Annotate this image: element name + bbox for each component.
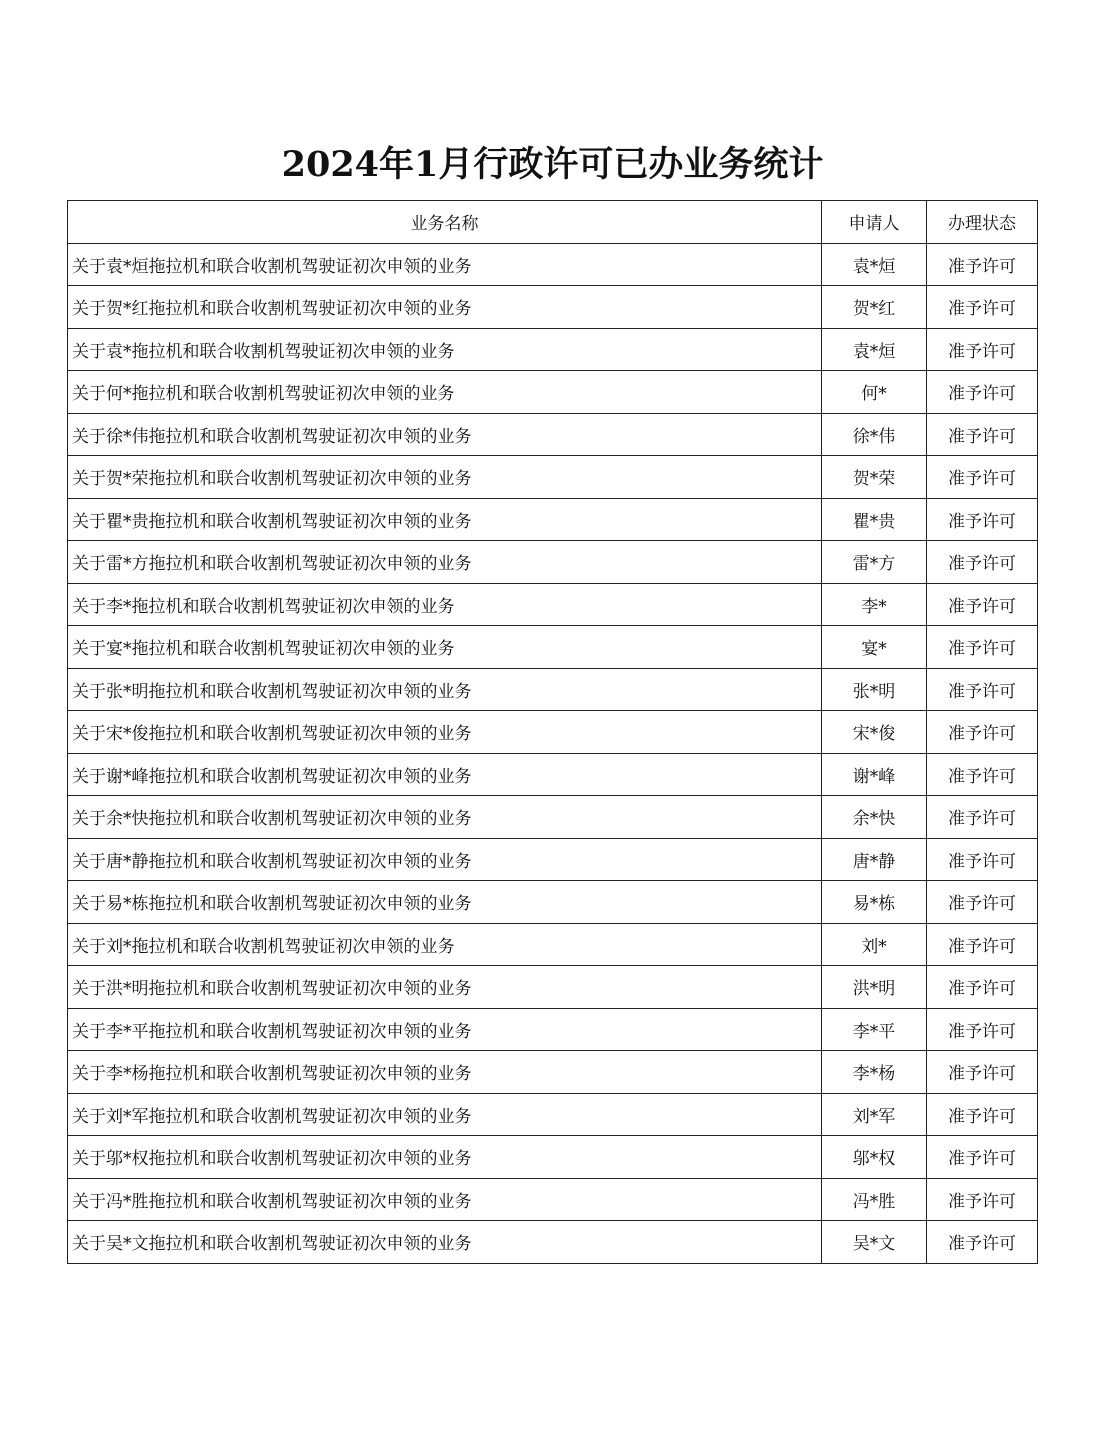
applicant-cell: 李*杨	[822, 1051, 927, 1094]
business-name-cell: 关于易*栋拖拉机和联合收割机驾驶证初次申领的业务	[68, 881, 822, 924]
status-cell: 准予许可	[927, 1136, 1038, 1179]
business-name-cell: 关于邬*权拖拉机和联合收割机驾驶证初次申领的业务	[68, 1136, 822, 1179]
business-name-cell: 关于何*拖拉机和联合收割机驾驶证初次申领的业务	[68, 371, 822, 414]
status-cell: 准予许可	[927, 796, 1038, 839]
applicant-cell: 何*	[822, 371, 927, 414]
table-row	[68, 1051, 1038, 1094]
business-name-cell: 关于谢*峰拖拉机和联合收割机驾驶证初次申领的业务	[68, 753, 822, 796]
business-name-cell: 关于瞿*贵拖拉机和联合收割机驾驶证初次申领的业务	[68, 498, 822, 541]
business-name-cell: 关于贺*红拖拉机和联合收割机驾驶证初次申领的业务	[68, 286, 822, 329]
business-name-cell: 关于徐*伟拖拉机和联合收割机驾驶证初次申领的业务	[68, 413, 822, 456]
status-cell: 准予许可	[927, 923, 1038, 966]
table-row	[68, 668, 1038, 711]
status-cell: 准予许可	[927, 966, 1038, 1009]
applicant-cell: 宋*俊	[822, 711, 927, 754]
applicant-cell: 袁*烜	[822, 243, 927, 286]
applicant-cell: 余*快	[822, 796, 927, 839]
status-cell: 准予许可	[927, 1178, 1038, 1221]
status-cell: 准予许可	[927, 1008, 1038, 1051]
table-row	[68, 286, 1038, 329]
applicant-cell: 谢*峰	[822, 753, 927, 796]
status-cell: 准予许可	[927, 583, 1038, 626]
applicant-cell: 易*栋	[822, 881, 927, 924]
applicant-cell: 冯*胜	[822, 1178, 927, 1221]
column-header-business-name: 业务名称	[68, 201, 822, 244]
business-name-cell: 关于刘*军拖拉机和联合收割机驾驶证初次申领的业务	[68, 1093, 822, 1136]
column-header-status: 办理状态	[927, 201, 1038, 244]
table-row	[68, 796, 1038, 839]
table-row	[68, 498, 1038, 541]
table-row	[68, 626, 1038, 669]
applicant-cell: 唐*静	[822, 838, 927, 881]
table-row	[68, 1136, 1038, 1179]
business-name-cell: 关于李*拖拉机和联合收割机驾驶证初次申领的业务	[68, 583, 822, 626]
table-row	[68, 881, 1038, 924]
business-name-cell: 关于张*明拖拉机和联合收割机驾驶证初次申领的业务	[68, 668, 822, 711]
table-row	[68, 541, 1038, 584]
business-name-cell: 关于宋*俊拖拉机和联合收割机驾驶证初次申领的业务	[68, 711, 822, 754]
business-name-cell: 关于余*快拖拉机和联合收割机驾驶证初次申领的业务	[68, 796, 822, 839]
applicant-cell: 贺*荣	[822, 456, 927, 499]
applicant-cell: 贺*红	[822, 286, 927, 329]
applicant-cell: 李*	[822, 583, 927, 626]
business-name-cell: 关于李*杨拖拉机和联合收割机驾驶证初次申领的业务	[68, 1051, 822, 1094]
status-cell: 准予许可	[927, 498, 1038, 541]
table-row	[68, 371, 1038, 414]
status-cell: 准予许可	[927, 371, 1038, 414]
table-row	[68, 923, 1038, 966]
applicant-cell: 瞿*贵	[822, 498, 927, 541]
applicant-cell: 洪*明	[822, 966, 927, 1009]
table-row	[68, 1221, 1038, 1264]
status-cell: 准予许可	[927, 626, 1038, 669]
business-name-cell: 关于袁*拖拉机和联合收割机驾驶证初次申领的业务	[68, 328, 822, 371]
status-cell: 准予许可	[927, 881, 1038, 924]
page-title: 2024年1月行政许可已办业务统计	[281, 144, 824, 185]
status-cell: 准予许可	[927, 1051, 1038, 1094]
table-row	[68, 456, 1038, 499]
column-header-applicant: 申请人	[822, 201, 927, 244]
table-row	[68, 753, 1038, 796]
status-cell: 准予许可	[927, 711, 1038, 754]
business-name-cell: 关于吴*文拖拉机和联合收割机驾驶证初次申领的业务	[68, 1221, 822, 1264]
table-row	[68, 1008, 1038, 1051]
table-row	[68, 243, 1038, 286]
status-cell: 准予许可	[927, 753, 1038, 796]
business-name-cell: 关于宴*拖拉机和联合收割机驾驶证初次申领的业务	[68, 626, 822, 669]
status-cell: 准予许可	[927, 1093, 1038, 1136]
applicant-cell: 徐*伟	[822, 413, 927, 456]
table-row	[68, 1093, 1038, 1136]
status-cell: 准予许可	[927, 541, 1038, 584]
status-cell: 准予许可	[927, 838, 1038, 881]
applicant-cell: 吴*文	[822, 1221, 927, 1264]
status-cell: 准予许可	[927, 1221, 1038, 1264]
applicant-cell: 刘*军	[822, 1093, 927, 1136]
table-row	[68, 711, 1038, 754]
table-body	[68, 243, 1038, 1263]
business-name-cell: 关于李*平拖拉机和联合收割机驾驶证初次申领的业务	[68, 1008, 822, 1051]
applicant-cell: 张*明	[822, 668, 927, 711]
applicant-cell: 宴*	[822, 626, 927, 669]
table-row	[68, 583, 1038, 626]
table-row	[68, 838, 1038, 881]
status-cell: 准予许可	[927, 668, 1038, 711]
status-cell: 准予许可	[927, 456, 1038, 499]
applicant-cell: 刘*	[822, 923, 927, 966]
business-name-cell: 关于唐*静拖拉机和联合收割机驾驶证初次申领的业务	[68, 838, 822, 881]
applicant-cell: 邬*权	[822, 1136, 927, 1179]
status-cell: 准予许可	[927, 243, 1038, 286]
business-name-cell: 关于雷*方拖拉机和联合收割机驾驶证初次申领的业务	[68, 541, 822, 584]
business-name-cell: 关于贺*荣拖拉机和联合收割机驾驶证初次申领的业务	[68, 456, 822, 499]
table-header-row	[68, 201, 1038, 244]
table-row	[68, 328, 1038, 371]
business-name-cell: 关于刘*拖拉机和联合收割机驾驶证初次申领的业务	[68, 923, 822, 966]
applicant-cell: 李*平	[822, 1008, 927, 1051]
business-name-cell: 关于冯*胜拖拉机和联合收割机驾驶证初次申领的业务	[68, 1178, 822, 1221]
status-cell: 准予许可	[927, 286, 1038, 329]
table-row	[68, 413, 1038, 456]
applicant-cell: 袁*烜	[822, 328, 927, 371]
status-cell: 准予许可	[927, 328, 1038, 371]
applicant-cell: 雷*方	[822, 541, 927, 584]
business-name-cell: 关于洪*明拖拉机和联合收割机驾驶证初次申领的业务	[68, 966, 822, 1009]
table-row	[68, 966, 1038, 1009]
business-name-cell: 关于袁*烜拖拉机和联合收割机驾驶证初次申领的业务	[68, 243, 822, 286]
status-cell: 准予许可	[927, 413, 1038, 456]
table-row	[68, 1178, 1038, 1221]
statistics-table	[67, 200, 1038, 1264]
